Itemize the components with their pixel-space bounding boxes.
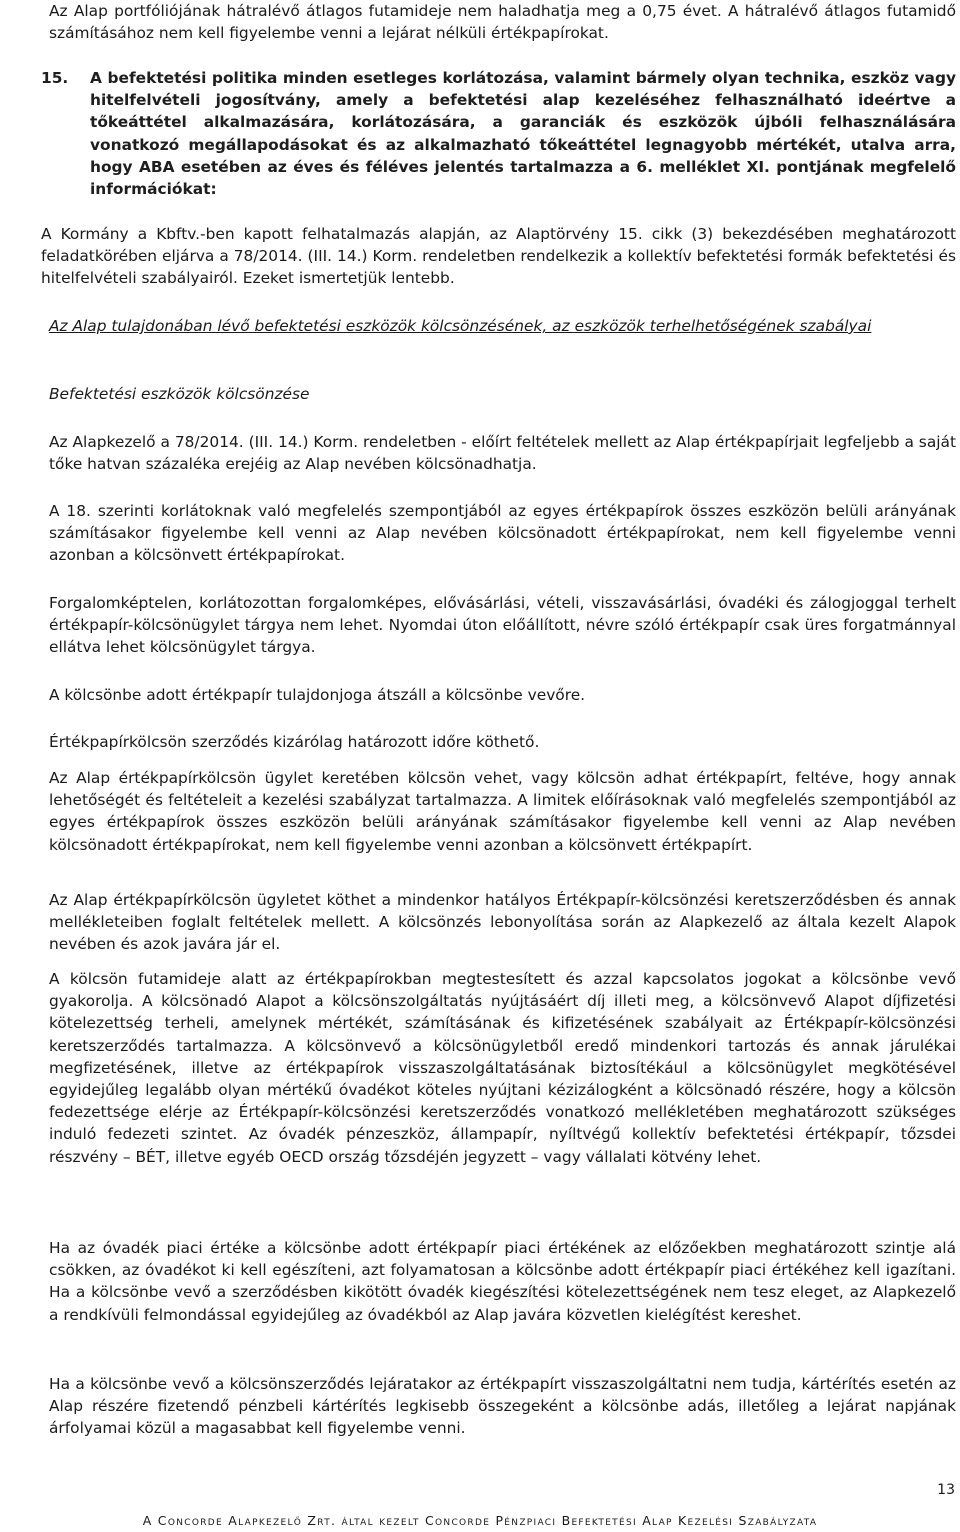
- paragraph-6: Az Alap értékpapírkölcsön ügylet keretében kölcsön vehet, vagy kölcsön adhat értékpapírt, feltéve, hogy annak lehetőségét és feltételeit a kezelési szabályzat tartalmazza. A limitek előírásoknak való megfelelés szempontjából az egyes értékpapírok összes eszközön belüli arányának számításakor figyelembe kell venni az Alap nevében kölcsönadott értékpapírokat, nem kell figyelembe venni azonban a kölcsönvett értékpapírt.: [49, 769, 956, 854]
- paragraph-10: Ha a kölcsönbe vevő a kölcsönszerződés lejáratakor az értékpapírt visszaszolgáltatni nem tudja, kártérítés esetén az Alap részére fizetendő pénzbeli kártérítés legkisebb összegeként a kölcsönbe adás, illetőleg a lejárat napjának árfolyamai közül a magasabbat kell figyelembe venni.: [49, 1375, 956, 1438]
- paragraph-5: Értékpapírkölcsön szerződés kizárólag határozott időre köthető.: [49, 733, 540, 751]
- paragraph-2: A 18. szerinti korlátoknak való megfelelés szempontjából az egyes értékpapírok összes eszközön belüli arányának számításakor figyelembe kell venni az Alap nevében kölcsönadott értékpapírokat, nem kell figyelembe venni azonban a kölcsönvett értékpapírokat.: [49, 502, 956, 565]
- item-15-bold-text: A befektetési politika minden esetleges korlátozása, valamint bármely olyan technika, eszköz vagy hitelfelvételi jogosítvány, amely a befektetési alap kezeléséhez felhasználható ideértve a tőkeáttétel alkalmazására, korlátozására, a garanciák és eszközök újbóli felhasználására vonatkozó megállapodásokat és az alkalmazható tőkeáttétel legnagyobb mértékét, utalva arra, hogy ABA esetében az éves és féléves jelentés tartalmazza a 6. melléklet XI. pontjának megfelelő információkat:: [90, 69, 956, 199]
- item-15: [41, 67, 956, 200]
- section-heading: Az Alap tulajdonában lévő befektetési eszközök kölcsönzésének, az eszközök terhelhetőségének szabályai: [49, 317, 872, 335]
- paragraph-8: A kölcsön futamideje alatt az értékpapírokban megtestesített és azzal kapcsolatos jogokat a kölcsönbe vevő gyakorolja. A kölcsönadó Alapot a kölcsönszolgáltatás nyújtásáért díj illeti meg, a kölcsönvevő Alapot díjfizetési kötelezettség terheli, amelynek mértékét, számításának és kifizetésének szabályait az Értékpapír-kölcsönzési keretszerződés tartalmazza. A kölcsönvevő a kölcsönügyletből eredő mindenkori tartozás és annak járulékai megfizetésének, illetve az értékpapírok visszaszolgáltatásának biztosítékául a kölcsönügylet megkötésével egyidejűleg legalább olyan mértékű óvadékot köteles nyújtani kézizálogként a kölcsönadó részére, hogy a kölcsön fedezettsége elérje az Értékpapír-kölcsönzési keretszerződés vonatkozó mellékletében meghatározott szükséges induló fedezeti szintet. Az óvadék pénzeszköz, állampapír, nyíltvégű kollektív befektetési értékpapír, tőzsdei részvény – BÉT, illetve egyéb OECD ország tőzsdéjén jegyzett – vagy vállalati kötvény lehet.: [49, 970, 956, 1166]
- paragraph-4: A kölcsönbe adott értékpapír tulajdonjoga átszáll a kölcsönbe vevőre.: [49, 686, 586, 704]
- item-15-text: A Kormány a Kbftv.-ben kapott felhatalmazás alapján, az Alaptörvény 15. cikk (3) bekezdésében meghatározott feladatkörében eljárva a 78/2014. (III. 14.) Korm. rendeletben rendelkezik a kollektív befektetési formák befektetési és hitelfelvételi szabályairól. Ezeket ismertetjük lentebb.: [41, 225, 956, 288]
- paragraph-3: Forgalomképtelen, korlátozottan forgalomképes, elővásárlási, vételi, visszavásárlási, óvadéki és zálogjoggal terhelt értékpapír-kölcsönügylet tárgya nem lehet. Nyomdai úton előállított, névre szóló értékpapír csak üres forgatmánnyal ellátva lehet kölcsönügylet tárgya.: [49, 594, 956, 657]
- paragraph-9: Ha az óvadék piaci értéke a kölcsönbe adott értékpapír piaci értékének az előzőekben meghatározott szintje alá csökken, az óvadékot ki kell egészíteni, azt folyamatosan a kölcsönbe adott értékpapír piaci értékéhez kell igazítani. Ha a kölcsönbe vevő a szerződésben kikötött óvadék kiegészítési kötelezettségének nem tesz eleget, az Alapkezelő a rendkívüli felmondással egyidejűleg az óvadékból az Alap javára közvetlen kielégítést kereshet.: [49, 1239, 956, 1324]
- subsection-heading: Befektetési eszközök kölcsönzése: [49, 385, 310, 403]
- item-15-bold-heading: [41, 67, 956, 200]
- footer-title: A Concorde Alapkezelő Zrt. által kezelt Concorde Pénzpiaci Befektetési Alap Kezelési Szabályzata: [142, 1513, 818, 1528]
- item-number: 15.: [41, 69, 69, 87]
- paragraph-7: Az Alap értékpapírkölcsön ügyletet köthet a mindenkor hatályos Értékpapír-kölcsönzési keretszerződésben és annak mellékleteiben foglalt feltételek mellett. A kölcsönzés lebonyolítása során az Alapkezelő az általa kezelt Alapok nevében és azok javára jár el.: [49, 891, 956, 954]
- page-number: 13: [937, 1482, 955, 1498]
- paragraph-1: Az Alapkezelő a 78/2014. (III. 14.) Korm. rendeletben - előírt feltételek mellett az Alap értékpapírjait legfeljebb a saját tőke hatvan százaléka erejéig az Alap nevében kölcsönadhatja.: [49, 433, 956, 474]
- paragraph-top: Az Alap portfóliójának hátralévő átlagos futamideje nem haladhatja meg a 0,75 évet. A hátralévő átlagos futamidő számításához nem kell figyelembe venni a lejárat nélküli értékpapírokat.: [49, 2, 956, 43]
